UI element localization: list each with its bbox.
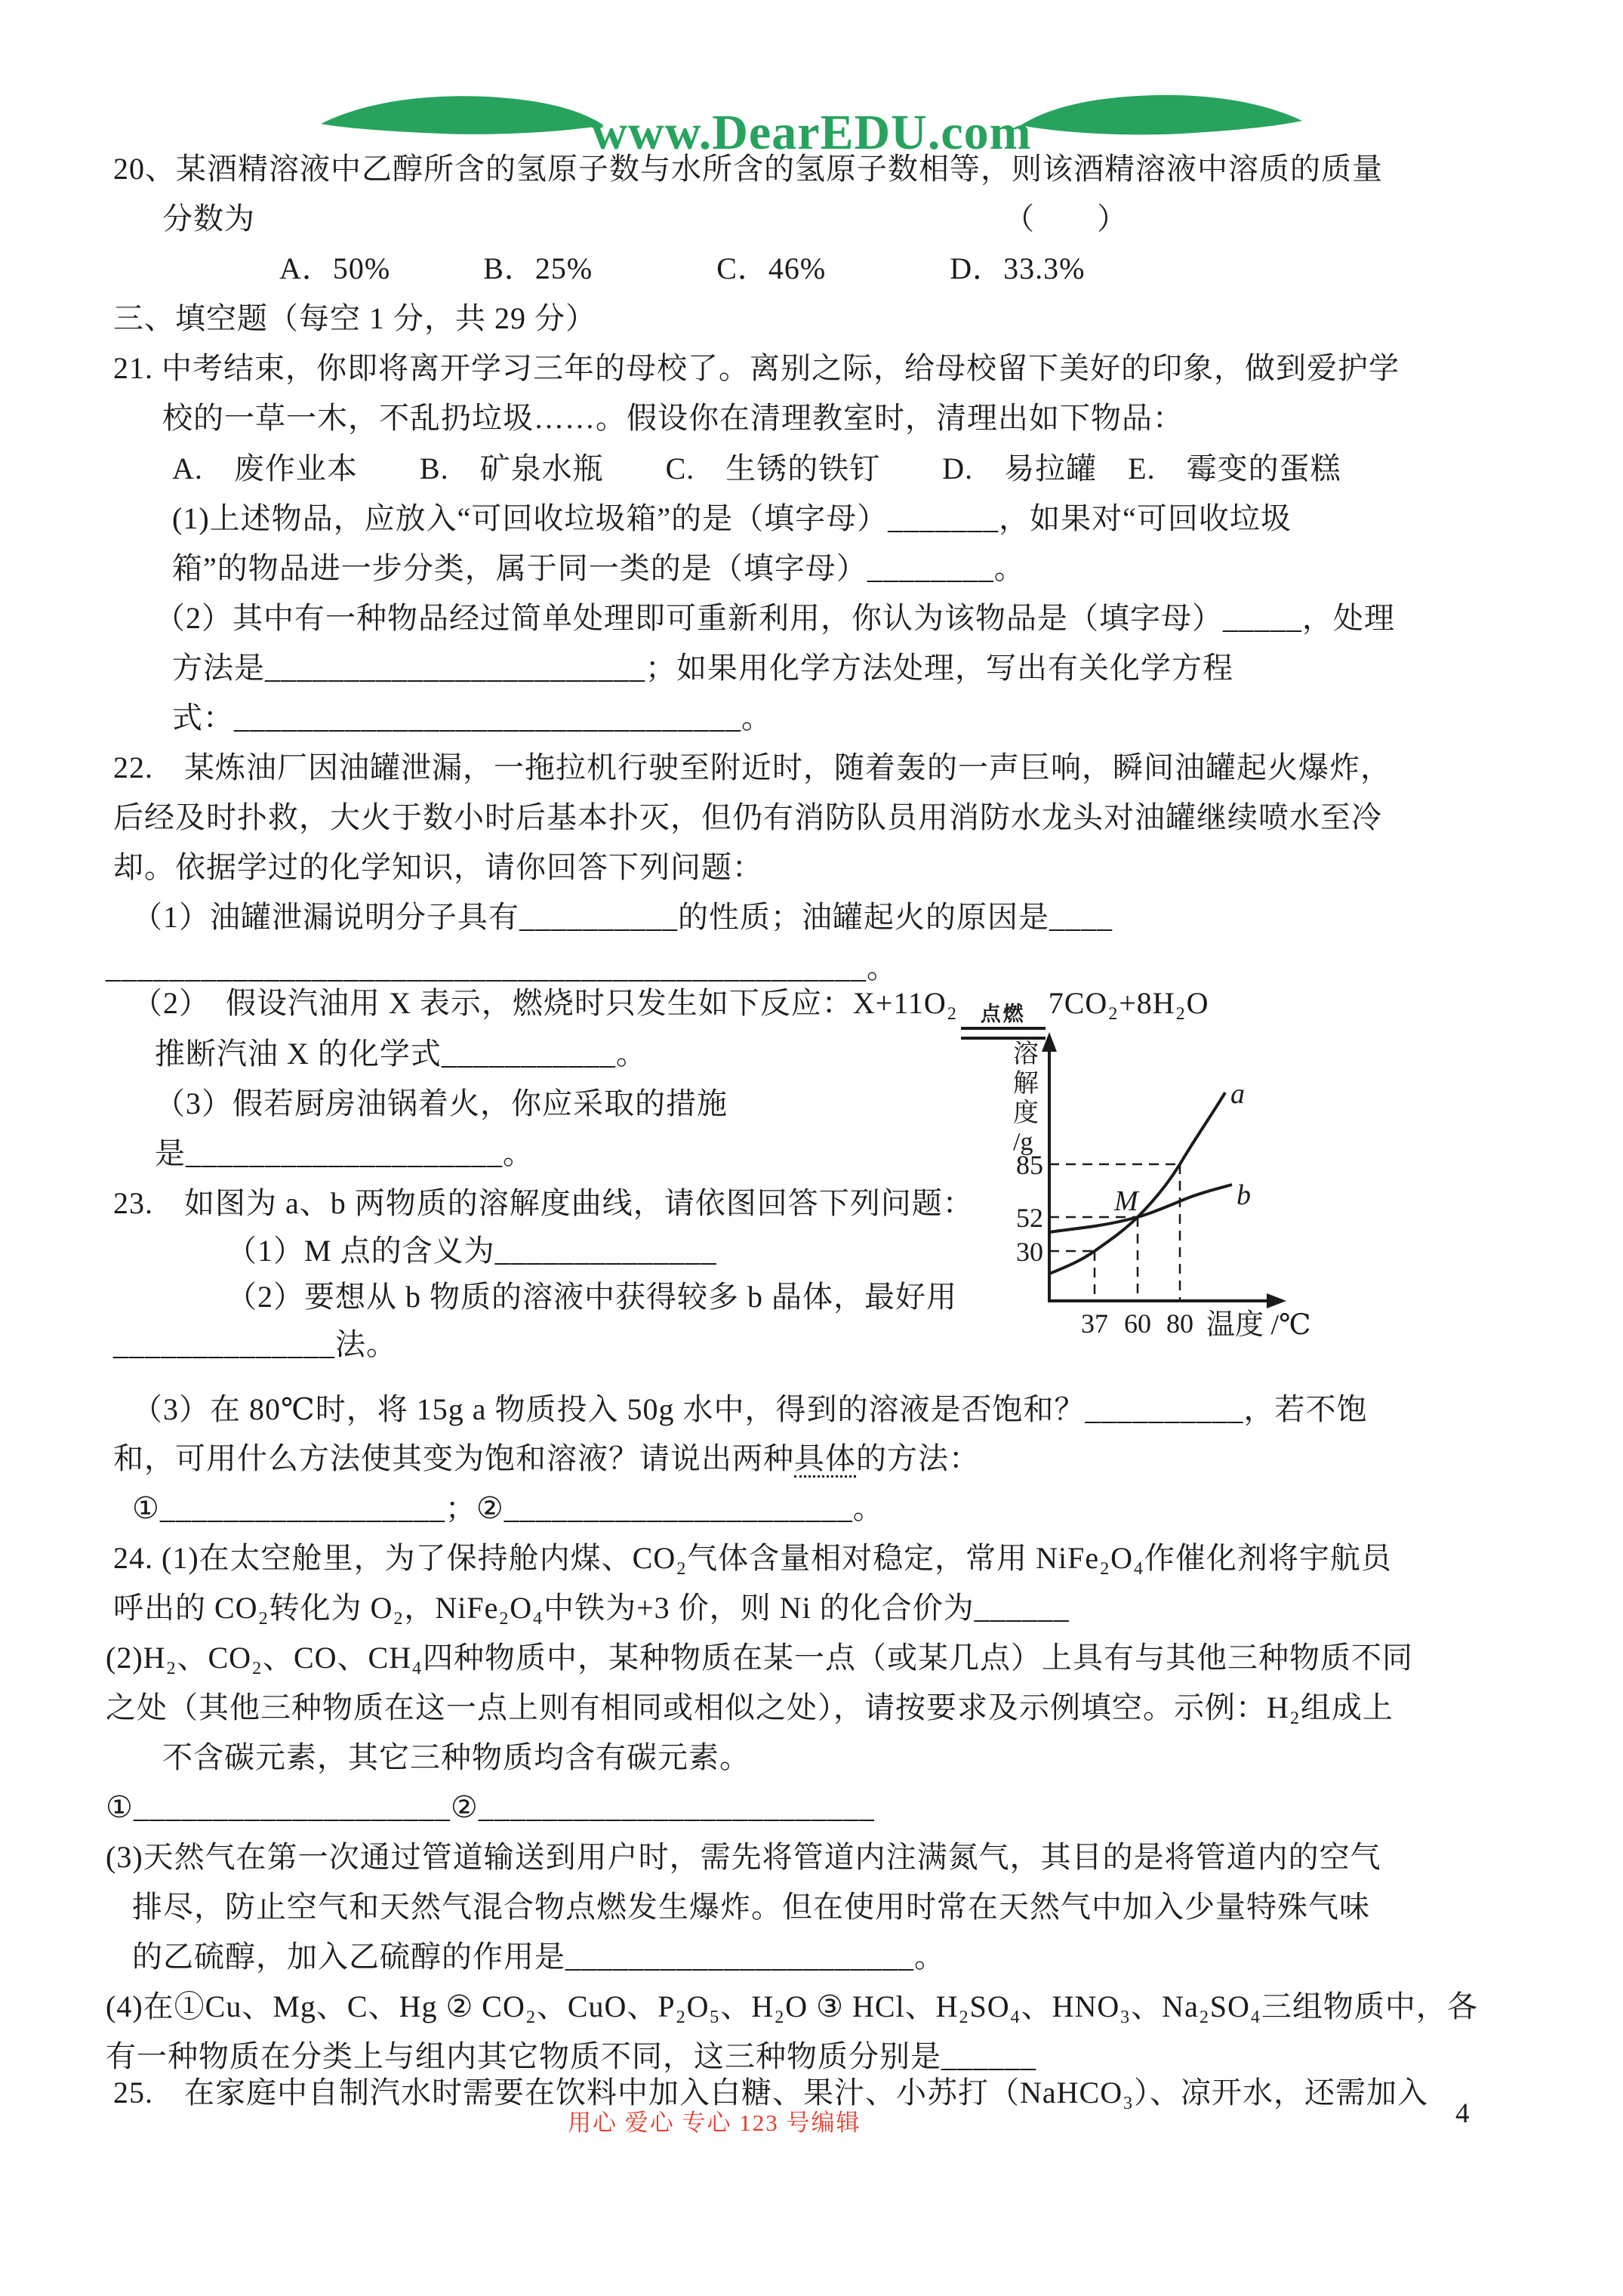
q24-sub2: (2)H₂、CO₂、CO、CH₄四种物质中，某种物质在某一点（或某几点）上具有与其他三种物质不同 bbox=[106, 1641, 1414, 1675]
q21-sub2-2: 方法是________________________；如果用化学方法处理，写出有关化学方程 bbox=[172, 651, 1233, 685]
x-axis-arrow-icon bbox=[1267, 1293, 1286, 1308]
q24-sub4: (4)在①Cu、Mg、C、Hg ② CO₂、CuO、P₂O₅、H₂O ③ HCl、H₂SO₄、HNO₃、Na₂SO₄三组物质中，各 bbox=[106, 1989, 1478, 2023]
q21-stem-2: 校的一草一木，不乱扔垃圾……。假设你在清理教室时，清理出如下物品： bbox=[162, 401, 1184, 435]
ignition-condition-label: 点燃 bbox=[980, 1003, 1026, 1025]
q22-stem-2: 后经及时扑救，大火于数小时后基本扑灭，但仍有消防队员用消防水龙头对油罐继续喷水至冷 bbox=[113, 800, 1382, 834]
curve-a-label: a bbox=[1230, 1078, 1245, 1110]
logo-right-swoosh-icon bbox=[1021, 95, 1302, 134]
q24-sub3-3: 的乙硫醇，加入乙硫醇的作用是______________________。 bbox=[132, 1940, 945, 1974]
q20-stem: 20、某酒精溶液中乙醇所含的氢原子数与水所含的氢原子数相等，则该酒精溶液中溶质的质量 bbox=[113, 152, 1383, 186]
q21-stem: 21. 中考结束，你即将离开学习三年的母校了。离别之际，给母校留下美好的印象，做到爱护学 bbox=[113, 351, 1400, 385]
q24-sub3-2: 排尽，防止空气和天然气混合物点燃发生爆炸。但在使用时常在天然气中加入少量特殊气味 bbox=[132, 1890, 1370, 1924]
q21-item-list: A. 废作业本 B. 矿泉水瓶 C. 生锈的铁钉 D. 易拉罐 E. 霉变的蛋糕 bbox=[172, 451, 1341, 485]
equation-suffix: 7CO₂+8H₂O bbox=[1048, 986, 1209, 1020]
q24-sub2-3: 不含碳元素，其它三种物质均含有碳元素。 bbox=[162, 1740, 750, 1774]
q23-sub3-2 bbox=[113, 1441, 980, 1477]
q22-sub2-2: 推断汽油 X 的化学式___________。 bbox=[155, 1037, 647, 1071]
q21-sub1-2: 箱”的物品进一步分类，属于同一类的是（填字母）________。 bbox=[172, 551, 1025, 585]
q22-sub3-2: 是____________________。 bbox=[155, 1136, 534, 1170]
q24-sub2-blanks: ①____________________②_________________________ bbox=[106, 1790, 875, 1824]
q21-sub2-3: 式：________________________________。 bbox=[172, 701, 772, 735]
q22-sub1-blank: ________________________________________________。 bbox=[106, 951, 898, 985]
q24-sub3: (3)天然气在第一次通过管道输送到用户时，需先将管道内注满氮气，其目的是将管道内的空气 bbox=[106, 1840, 1381, 1874]
q20-stem-2 bbox=[162, 201, 1128, 237]
point-m-label: M bbox=[1114, 1185, 1138, 1217]
q24-sub1-2: 呼出的 CO₂转化为 O₂，NiFe₂O₄中铁为+3 价，则 Ni 的化合价为______ bbox=[113, 1591, 1070, 1625]
y-axis-label-char-3: 度 bbox=[1013, 1099, 1039, 1127]
q23-sub3: （3）在 80℃时，将 15g a 物质投入 50g 水中，得到的溶液是否饱和？__________，若不饱 bbox=[132, 1392, 1368, 1426]
q24-sub4-2: 有一种物质在分类上与组内其它物质不同，这三种物质分别是______ bbox=[106, 2039, 1036, 2073]
equation-prefix: （2） 假设汽油用 X 表示，燃烧时只发生如下反应：X+11O₂ bbox=[132, 986, 958, 1020]
logo-left-swoosh-icon bbox=[321, 96, 604, 134]
x-tick-60: 60 bbox=[1124, 1308, 1151, 1339]
y-tick-85: 85 bbox=[1016, 1150, 1043, 1180]
q23-sub2: （2）要想从 b 物质的溶液中获得较多 b 晶体，最好用 bbox=[226, 1280, 957, 1314]
q23-sub3-2-emphasis: 具体 bbox=[794, 1441, 856, 1478]
q23-sub3-2-post: 的方法： bbox=[856, 1441, 980, 1475]
x-tick-80: 80 bbox=[1166, 1308, 1193, 1339]
page-number: 4 bbox=[1455, 2098, 1470, 2129]
footer-editor-note: 用心 爱心 专心 123 号编辑 bbox=[568, 2110, 861, 2136]
x-axis-label: 温度 /℃ bbox=[1206, 1309, 1311, 1341]
q20-options: A．50% B．25% C．46% D．33.3% bbox=[279, 251, 1086, 285]
y-axis-arrow-icon bbox=[1042, 1032, 1057, 1052]
q23-sub3-blanks: ①__________________；②______________________。 bbox=[132, 1491, 884, 1525]
q24-sub2-2: 之处（其他三种物质在这一点上则有相同或相似之处），请按要求及示例填空。示例：H₂组成上 bbox=[106, 1690, 1394, 1724]
x-tick-37: 37 bbox=[1081, 1308, 1108, 1339]
q21-sub1: (1)上述物品，应放入“可回收垃圾箱”的是（填字母）_______，如果对“可回收垃圾 bbox=[172, 501, 1292, 535]
y-axis-label-char-2: 解 bbox=[1013, 1070, 1039, 1098]
q21-sub2: （2）其中有一种物品经过简单处理即可重新利用，你认为该物品是（填字母）_____，处理 bbox=[155, 601, 1395, 635]
curve-b bbox=[1049, 1185, 1232, 1232]
q22-stem-3: 却。依据学过的化学知识，请你回答下列问题： bbox=[113, 850, 763, 884]
q23-sub2-blank: ______________法。 bbox=[113, 1327, 397, 1361]
solubility-curve-figure bbox=[1004, 1031, 1359, 1363]
q22-sub1: （1）油罐泄漏说明分子具有__________的性质；油罐起火的原因是____ bbox=[132, 900, 1113, 934]
q25-stem: 25. 在家庭中自制汽水时需要在饮料中加入白糖、果汁、小苏打（NaHCO₃）、凉开水，还需加入 bbox=[113, 2076, 1429, 2110]
q20-stem-2-text: 分数为 bbox=[162, 202, 255, 236]
curve-a bbox=[1049, 1093, 1225, 1274]
q20-answer-bracket: （ ） bbox=[1004, 202, 1128, 236]
logo-text: www.DearEDU.com bbox=[591, 105, 1032, 160]
q23-sub1: （1）M 点的含义为______________ bbox=[226, 1234, 717, 1268]
q22-stem: 22. 某炼油厂因油罐泄漏，一拖拉机行驶至附近时，随着轰的一声巨响，瞬间油罐起火爆炸， bbox=[113, 750, 1391, 784]
q24-sub1: 24. (1)在太空舱里，为了保持舱内煤、CO₂气体含量相对稳定，常用 NiFe₂O₄作催化剂将宇航员 bbox=[113, 1541, 1392, 1575]
y-tick-52: 52 bbox=[1016, 1203, 1043, 1233]
q23-stem: 23. 如图为 a、b 两物质的溶解度曲线，请依图回答下列问题： bbox=[113, 1186, 974, 1220]
y-tick-30: 30 bbox=[1016, 1237, 1043, 1267]
q23-sub3-2-pre: 和，可用什么方法使其变为饱和溶液？请说出两种 bbox=[113, 1441, 794, 1475]
y-axis-label-char-4: /g bbox=[1013, 1128, 1033, 1156]
q22-sub3: （3）假若厨房油锅着火，你应采取的措施 bbox=[155, 1086, 728, 1120]
y-axis-label-char-1: 溶 bbox=[1013, 1040, 1039, 1068]
curve-b-label: b bbox=[1236, 1179, 1251, 1211]
section-3-heading: 三、填空题（每空 1 分，共 29 分） bbox=[113, 301, 596, 335]
